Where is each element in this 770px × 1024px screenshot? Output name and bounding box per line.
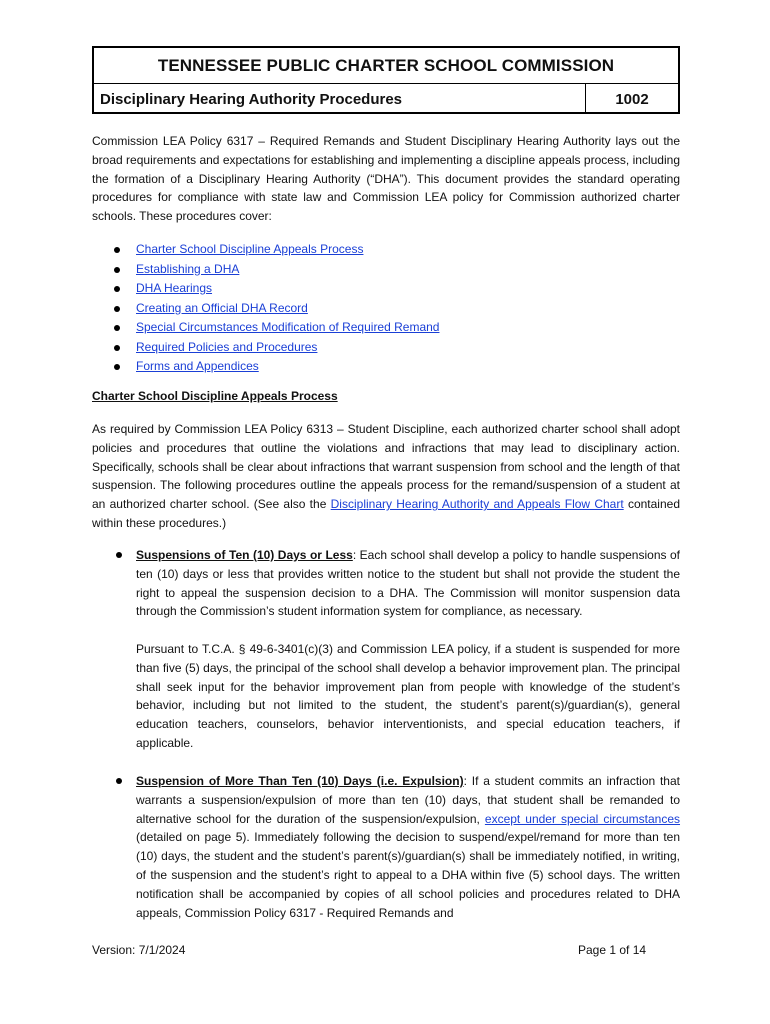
section-heading: Charter School Discipline Appeals Process bbox=[92, 389, 338, 403]
footer-version: Version: 7/1/2024 bbox=[92, 943, 186, 957]
toc-item bbox=[110, 318, 439, 338]
bullet-text-end: (detailed on page 5). Immediately following the decision to suspend/expel/remand for more than ten (10) days, the student and the student’s parent(s)/guardian(s) shall be immediately notified, in writing, of the suspension and the student’s right to appeal to a DHA within five (5) school days. The written notification shall be accompanied by copies of all school policies and procedures related to DHA appeals, Commission Policy 6317 - Required Remands and bbox=[136, 830, 680, 920]
toc-item bbox=[110, 338, 439, 358]
policy-number: 1002 bbox=[615, 90, 649, 108]
special-circumstances-link[interactable]: except under special circumstances bbox=[484, 811, 681, 826]
bullet-icon bbox=[114, 286, 120, 292]
footer-page-number: Page 1 of 14 bbox=[578, 943, 647, 957]
toc-link-dha-record[interactable]: Creating an Official DHA Record bbox=[136, 300, 308, 315]
bullet-text: : Each school shall develop a policy to handle suspensions of ten (10) days or less that provides written notice to the student but shall not provide the student the right to appeal the suspension decision to a DHA. The Commission will monitor suspension data through the Commission’s student information system for compliance, as necessary. bbox=[136, 548, 680, 619]
table-of-contents bbox=[110, 240, 439, 377]
toc-item bbox=[110, 357, 439, 377]
toc-link-special-circumstances[interactable]: Special Circumstances Modification of Required Remand bbox=[136, 320, 440, 334]
toc-item bbox=[110, 279, 439, 299]
section-text-end: contained within these procedures.) bbox=[92, 497, 680, 530]
bullet-icon bbox=[116, 778, 122, 784]
bullet-icon bbox=[114, 364, 120, 370]
bullet-icon bbox=[114, 325, 120, 331]
document-header bbox=[92, 46, 680, 114]
toc-item bbox=[110, 240, 439, 260]
toc-link-required-policies[interactable]: Required Policies and Procedures bbox=[136, 339, 318, 354]
header-title: TENNESSEE PUBLIC CHARTER SCHOOL COMMISSION bbox=[94, 48, 678, 84]
bullet-icon bbox=[114, 306, 120, 312]
bullet-text: : If a student commits an infraction that warrants a suspension/expulsion of more than ten (10) days, that student shall be remanded to alternative school for the duration of the suspension/expulsion, bbox=[136, 774, 680, 826]
bullet-expulsion bbox=[136, 772, 680, 922]
toc-link-forms-appendices[interactable]: Forms and Appendices bbox=[136, 359, 259, 373]
toc-link-dha-hearings[interactable]: DHA Hearings bbox=[136, 281, 213, 295]
header-subtitle: Disciplinary Hearing Authority Procedures bbox=[94, 84, 586, 114]
header-row bbox=[94, 84, 678, 114]
intro-paragraph: Commission LEA Policy 6317 – Required Remands and Student Disciplinary Hearing Authority lays out the broad requirements and expectations for establishing and implementing a discipline appeals process, including the formation of a Disciplinary Hearing Authority (“DHA”). This document provides the standard operating procedures for compliance with state law and Commission LEA policy for Commission authorized charter schools. These procedures cover: bbox=[92, 134, 680, 224]
behavior-plan-paragraph: Pursuant to T.C.A. § 49-6-3401(c)(3) and Commission LEA policy, if a student is suspended for more than five (5) days, the principal of the school shall develop a behavior improvement plan. The principal shall seek input for the behavior improvement plan from people with knowledge of the student’s behavior, including but not limited to the student, the student’s parent(s)/guardian(s), general education teachers, counselors, behavior interventionists, and special education teachers, if applicable. bbox=[136, 642, 680, 750]
section-text: As required by Commission LEA Policy 6313 – Student Discipline, each authorized charter school shall adopt policies and procedures that outline the violations and infractions that may lead to disciplinary action. Specifically, schools shall be clear about infractions that warrant suspension from school and the length of that suspension. The following procedures outline the appeals process for the remand/suspension of a student at an authorized charter school. (See also the bbox=[92, 422, 680, 512]
bullet-short-suspension bbox=[136, 546, 680, 621]
toc-link-establishing-dha[interactable]: Establishing a DHA bbox=[136, 261, 240, 276]
bullet-icon bbox=[114, 267, 120, 273]
flow-chart-link[interactable]: Disciplinary Hearing Authority and Appeals Flow Chart bbox=[330, 497, 624, 512]
toc-item bbox=[110, 260, 439, 280]
bullet-icon bbox=[114, 247, 120, 253]
term-expulsion: Suspension of More Than Ten (10) Days (i.e. Expulsion) bbox=[136, 774, 464, 788]
bullet-icon bbox=[114, 345, 120, 351]
term-short-suspension: Suspensions of Ten (10) Days or Less bbox=[136, 548, 353, 562]
toc-link-appeals-process[interactable]: Charter School Discipline Appeals Process bbox=[136, 242, 364, 256]
bullet-icon bbox=[116, 552, 122, 558]
toc-item bbox=[110, 299, 439, 319]
section-paragraph bbox=[92, 420, 680, 533]
